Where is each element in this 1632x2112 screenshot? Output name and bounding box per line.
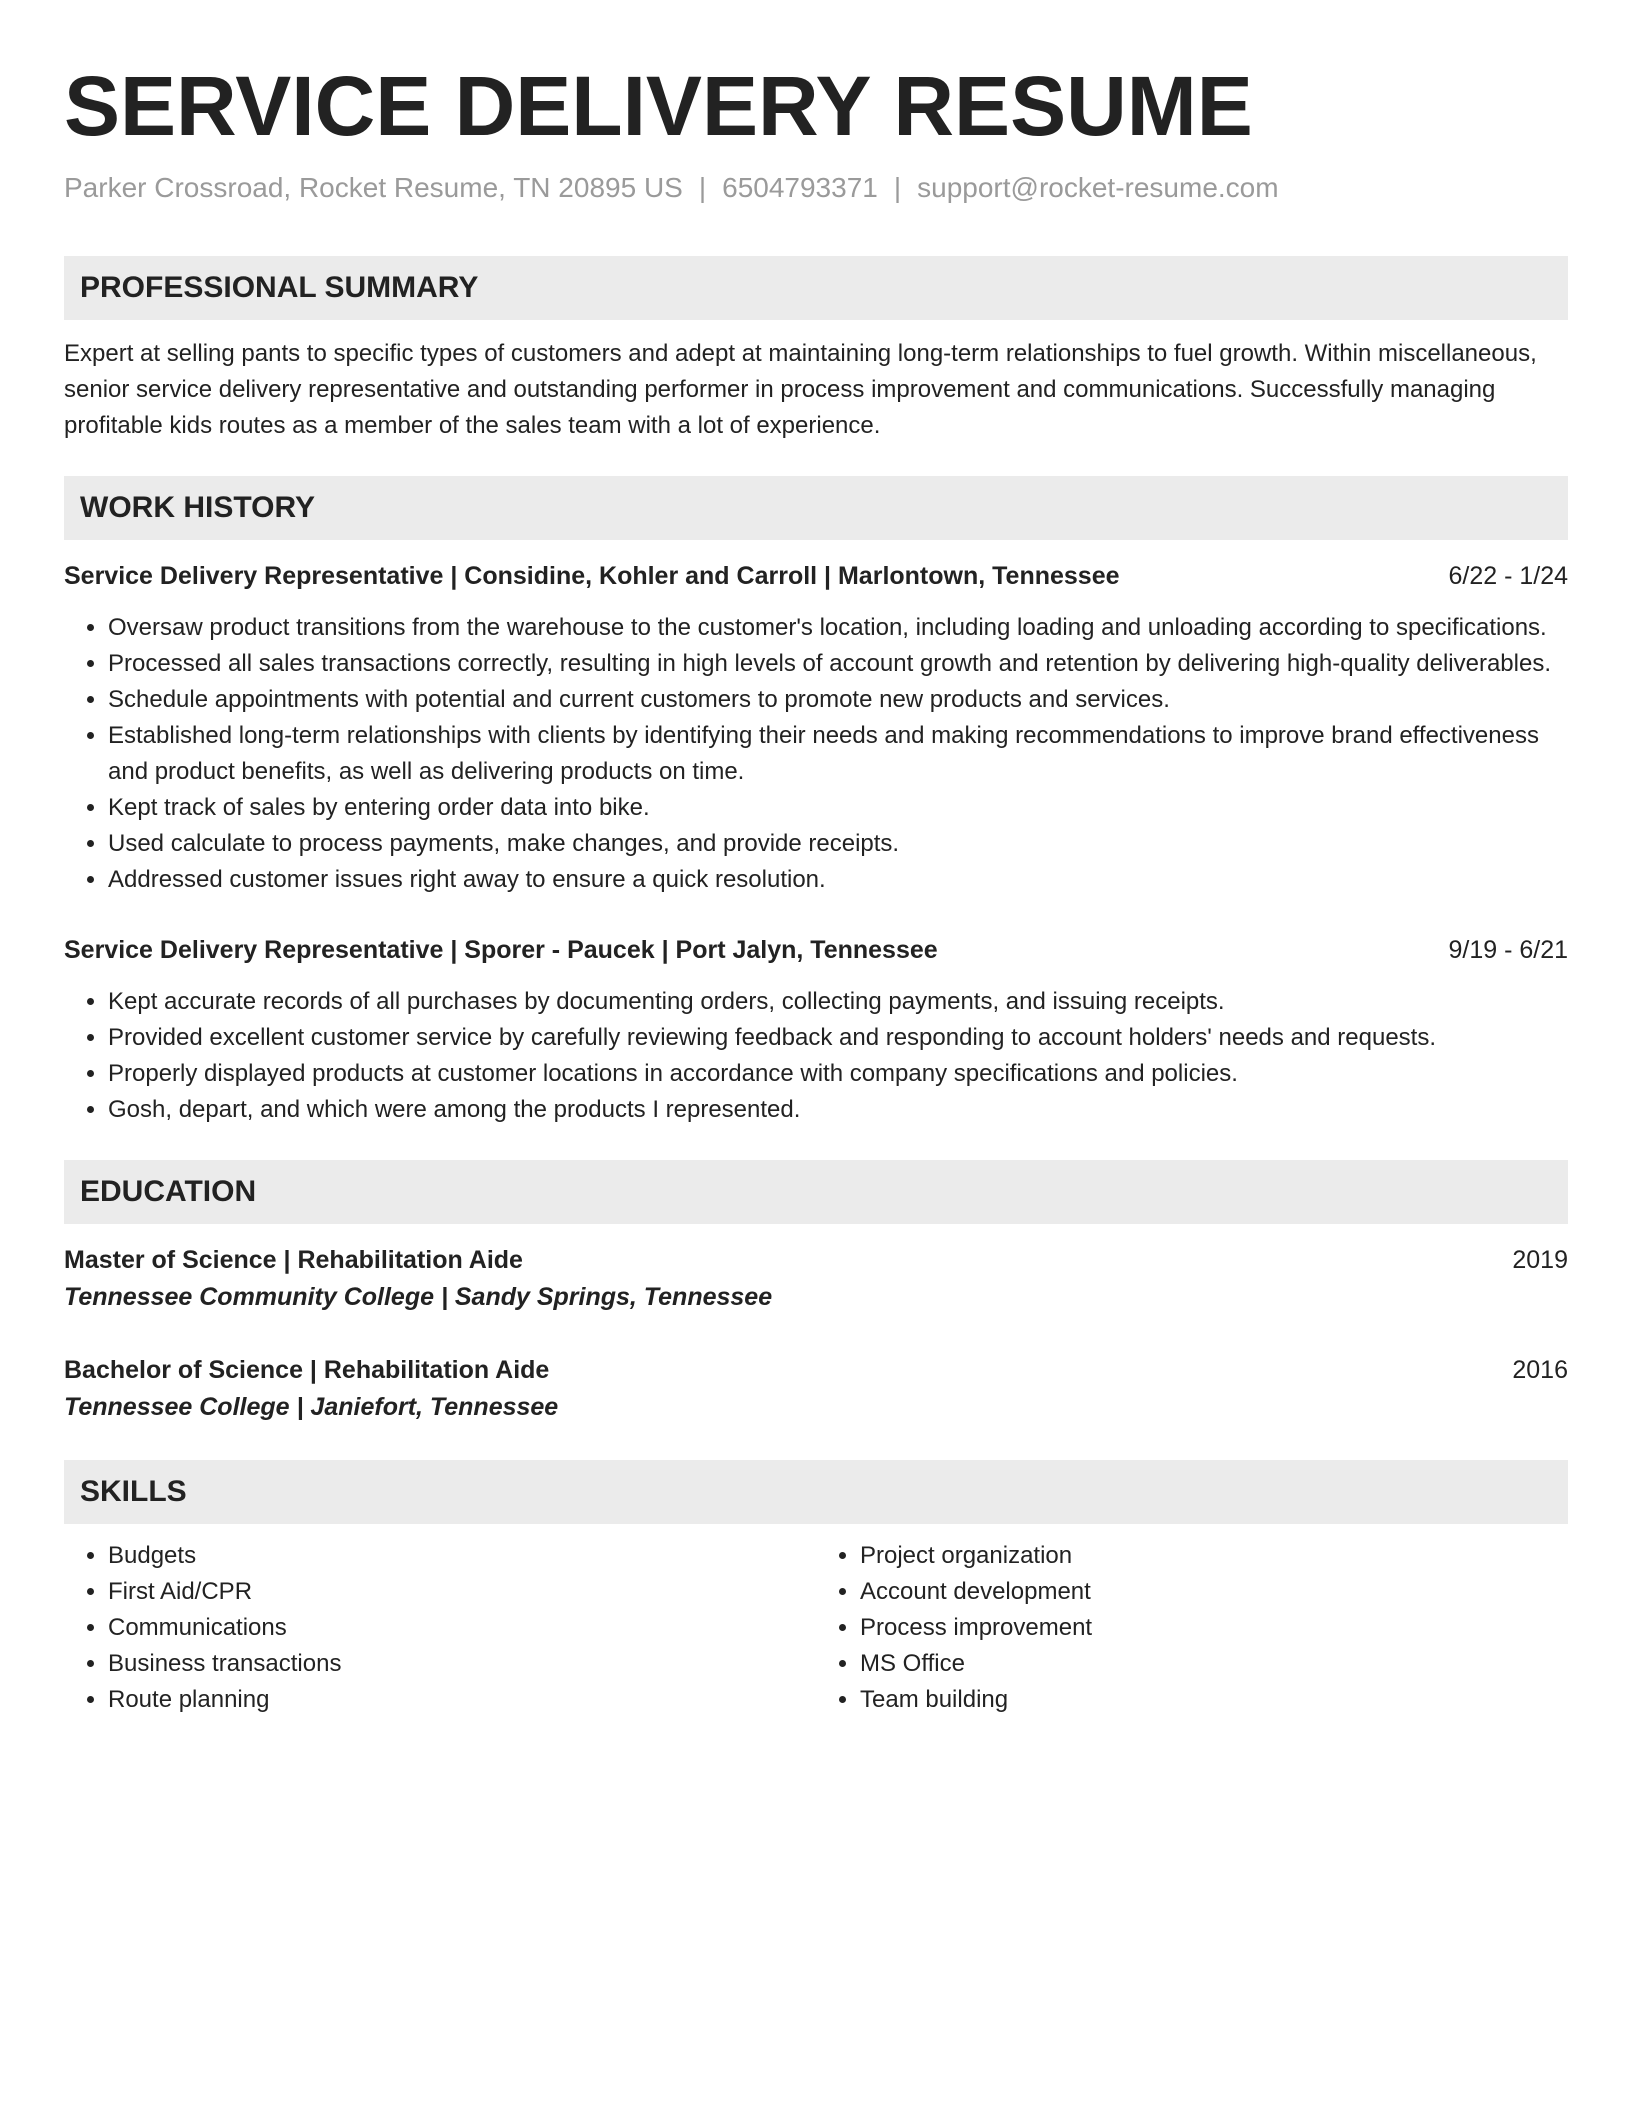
job-bullet: • Oversaw product transitions from the warehouse to the customer's location, including loading and unloading according to specifications. — [108, 610, 1568, 646]
resume-title: SERVICE DELIVERY RESUME — [64, 59, 1253, 153]
skills-column-right — [816, 1538, 1568, 1718]
job-entry — [64, 932, 1568, 1128]
education-header — [64, 1242, 1568, 1278]
skill-item: • Business transactions — [108, 1646, 816, 1682]
skill-item: • Process improvement — [860, 1610, 1568, 1646]
education-header — [64, 1352, 1568, 1388]
education-school: Tennessee Community College | Sandy Springs, Tennessee — [64, 1283, 773, 1311]
skills-heading: SKILLS — [64, 1460, 1568, 1524]
education-degree: Bachelor of Science | Rehabilitation Aide — [64, 1356, 550, 1384]
education-degree: Master of Science | Rehabilitation Aide — [64, 1246, 523, 1274]
job-entry — [64, 558, 1568, 898]
contact-separator: | — [893, 172, 902, 203]
skills-columns — [64, 1538, 1568, 1718]
summary-text: Expert at selling pants to specific types of customers and adept at maintaining long-term relationships to fuel growth. Within miscellaneous, senior service delivery representative and outstanding performer in process improvement and communications. Successfully managing profitable kids routes as a member of the sales team with a lot of experience. — [64, 340, 1537, 439]
skill-item: • MS Office — [860, 1646, 1568, 1682]
summary-heading: PROFESSIONAL SUMMARY — [64, 256, 1568, 320]
skill-item: • Project organization — [860, 1538, 1568, 1574]
contact-address: Parker Crossroad, Rocket Resume, TN 20895 US — [64, 172, 683, 203]
job-bullets — [64, 610, 1568, 898]
job-bullet: • Addressed customer issues right away to ensure a quick resolution. — [108, 862, 1568, 898]
skill-item: • Communications — [108, 1610, 816, 1646]
skill-item: • Team building — [860, 1682, 1568, 1718]
job-bullet: • Kept accurate records of all purchases by documenting orders, collecting payments, and issuing receipts. — [108, 984, 1568, 1020]
job-bullet: • Gosh, depart, and which were among the products I represented. — [108, 1092, 1568, 1128]
education-section — [64, 1160, 1568, 1426]
job-bullet: • Established long-term relationships with clients by identifying their needs and making recommendations to improve brand effectiveness and product benefits, as well as delivering products on time. — [108, 718, 1568, 790]
contact-line — [64, 168, 1568, 208]
skills-section — [64, 1460, 1568, 1718]
job-title: Service Delivery Representative | Sporer - Paucek | Port Jalyn, Tennessee — [64, 936, 938, 964]
education-heading: EDUCATION — [64, 1160, 1568, 1224]
education-year: 2019 — [1512, 1246, 1568, 1274]
skill-item: • Route planning — [108, 1682, 816, 1718]
job-header — [64, 558, 1568, 594]
education-entry — [64, 1242, 1568, 1316]
job-bullet: • Processed all sales transactions correctly, resulting in high levels of account growth and retention by delivering high-quality deliverables. — [108, 646, 1568, 682]
job-bullets — [64, 984, 1568, 1128]
work-history-section — [64, 476, 1568, 1128]
contact-phone: 6504793371 — [722, 172, 878, 203]
contact-email: support@rocket-resume.com — [917, 172, 1279, 203]
job-dates: 6/22 - 1/24 — [1448, 562, 1568, 590]
job-bullet: • Provided excellent customer service by carefully reviewing feedback and responding to account holders' needs and requests. — [108, 1020, 1568, 1056]
skills-list — [64, 1538, 816, 1718]
job-bullet: • Schedule appointments with potential and current customers to promote new products and services. — [108, 682, 1568, 718]
work-history-heading: WORK HISTORY — [64, 476, 1568, 540]
skill-item: • Account development — [860, 1574, 1568, 1610]
skills-list — [816, 1538, 1568, 1718]
job-header — [64, 932, 1568, 968]
contact-separator: | — [698, 172, 707, 203]
job-title: Service Delivery Representative | Considine, Kohler and Carroll | Marlontown, Tennessee — [64, 562, 1120, 590]
education-school: Tennessee College | Janiefort, Tennessee — [64, 1393, 559, 1421]
education-year: 2016 — [1512, 1356, 1568, 1384]
skill-item: • Budgets — [108, 1538, 816, 1574]
job-dates: 9/19 - 6/21 — [1448, 936, 1568, 964]
skills-column-left — [64, 1538, 816, 1718]
job-bullet: • Used calculate to process payments, make changes, and provide receipts. — [108, 826, 1568, 862]
job-bullet: • Properly displayed products at customer locations in accordance with company specifications and policies. — [108, 1056, 1568, 1092]
skill-item: • First Aid/CPR — [108, 1574, 816, 1610]
education-entry — [64, 1352, 1568, 1426]
summary-section — [64, 256, 1568, 444]
job-bullet: • Kept track of sales by entering order data into bike. — [108, 790, 1568, 826]
